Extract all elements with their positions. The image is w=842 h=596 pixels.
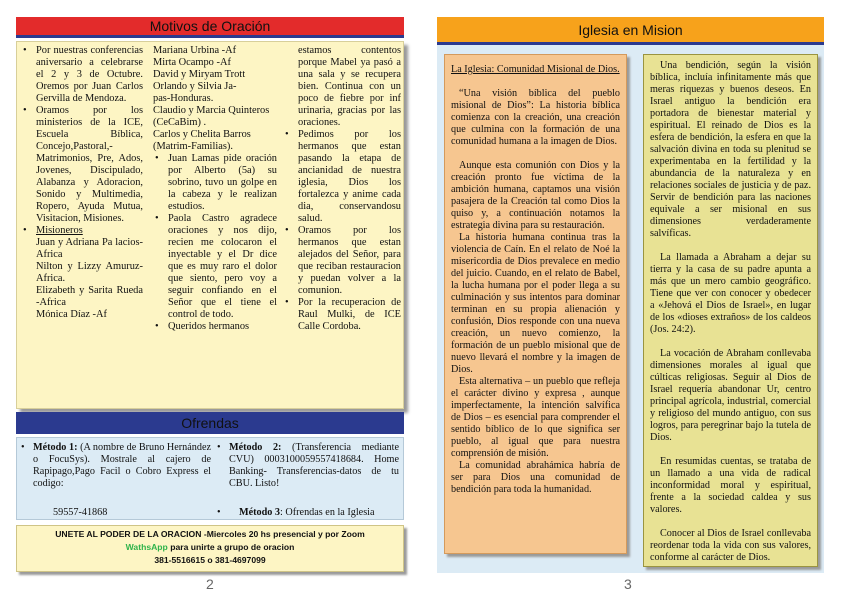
page-number-right: 3: [624, 576, 632, 592]
list-item: • Paola Castro agradece oraciones y nos dijo, recien me colocaron el inyectable y el Dr dice que es muy raro el dolor que siento, pero voy a seguir confiando en el Señor que el tiene el control de todo.: [153, 213, 277, 321]
motivos-title: Motivos de Oración: [149, 18, 271, 34]
article-paragraph: La historia humana continua tras la violencia de Caín. En el relato de Noé la misericordia de Dios prevalece en medio del juicio. Cuando, en el relato de Babel, la lucha humana por el poder llega a su culminación y sus intentos para dominar terminan en su propia alienación y confusión, Dios responde con una nueva creación, un nuevo comienzo, la formación de un pueblo misional que de nuevo llevará el nombre y la imagen de Dios.: [451, 232, 620, 375]
motivos-column-1: [21, 45, 143, 321]
misionero-line: Juan y Adriana Pa lacios- Africa: [36, 237, 143, 260]
article-left-column: [444, 54, 627, 554]
iglesia-title: Iglesia en Mision: [578, 21, 683, 38]
article-paragraph: Conocer al Dios de Israel conllevaba reordenar toda la vida con sus valores, conforme al carácter de Dios.: [650, 528, 811, 563]
motivos-column-3: [283, 45, 401, 333]
list-item: • Por nuestras conferencias aniversario a celebrarse el 2 y 3 de Octubre. Oremos por Juan Carlos Gervilla de Mendoza.: [21, 45, 143, 105]
metodo-3: [217, 507, 375, 519]
ofrendas-header: [16, 412, 404, 434]
unete-line-1: UNETE AL PODER DE LA ORACION -Miercoles 20 hs presencial y por Zoom: [55, 529, 365, 539]
article-paragraph: La llamada a Abraham a dejar su tierra y la casa de su padre apunta a más que un mero cambio geográfico. Tiene que ver con conocer y obedecer a «Jehová el Dios de Israel», en lugar de los «dioses extraños» de los caldeos (Jos. 24:2).: [650, 252, 811, 335]
motivo-text: estamos contentos porque Mabel ya pasó a una sala y se recupera bien. Continua con un poco de fiebre por inf urinaria, gracias por las oraciones.: [298, 45, 401, 128]
list-item: • Por la recuperacion de Raul Mulki, de ICE Calle Cordoba.: [283, 297, 401, 333]
article-right-column: [643, 54, 818, 567]
misionero-line: Claudio y Marcia Quinteros (CeCaBim) .: [153, 105, 270, 128]
list-item: • Queridos hermanos: [153, 321, 277, 333]
ofrendas-title: Ofrendas: [181, 415, 239, 431]
article-paragraph: La vocación de Abraham conllevaba dimensiones morales al igual que cúlticas religiosas. Seguir al Dios de Israel requería abandonar Ur, centro principal agrícola, industrial, comercial y religioso del mundo antiguo, con sus logros, para peregrinar bajo la tutela de Dios.: [650, 348, 811, 443]
motivos-column-2: [153, 45, 277, 333]
metodo-2-text: (Transferencia mediante CVU) 0003100059557418684. Home Banking- Transferencias-datos de tu CBU. Listo!: [229, 442, 399, 489]
metodo-2: [217, 442, 399, 490]
metodo-1-text: (A nombre de Bruno Hernández o FocuSys). Mostrale al cajero de Rapipago,Pago Facil o Cobro Express el codigo:: [33, 442, 212, 489]
misionero-line: Carlos y Chelita Barros (Matrim-Familias).: [153, 129, 251, 152]
article-paragraph: La comunidad abrahámica habría de ser para Dios una comunidad de bendición para toda la humanidad.: [451, 460, 620, 495]
metodo-3-label: Método 3: [239, 507, 281, 518]
misionero-line: David y Miryam Trott: [153, 69, 246, 80]
article-title: La Iglesia: Comunidad Misional de Dios.: [451, 64, 620, 75]
unete-line-2-text: para unirte a grupo de oracion: [167, 542, 295, 552]
article-paragraph: Esta alternativa – un pueblo que refleja el carácter divino y expresa , aunque imperfectamente, la intención salvífica de Dios – es esencial para comprender el sentido bíblico de lo que significa ser pueblo, al igual que para nuestra comprensión de misión.: [451, 376, 620, 459]
misionero-line: Mónica Díaz -Af: [36, 309, 107, 320]
list-item: • Pedimos por los hermanos que estan pasando la etapa de ancianidad de nuestra iglesia, Dios los fortalezca y anime cada dia, conservandosu salud.: [283, 129, 401, 225]
misionero-line: Mirta Ocampo -Af: [153, 57, 231, 68]
ofrendas-box: [16, 437, 404, 520]
iglesia-header: [437, 17, 824, 45]
payment-code: 59557-41868: [53, 507, 108, 518]
article-paragraph: En resumidas cuentas, se trataba de un llamado a una vida de radical inconformidad moral y espiritual, frente a la sociedad caldea y sus valores.: [650, 456, 811, 515]
list-item: • Oramos por los ministerios de la ICE, Escuela Bíblica, Concejo,Pastoral,-Matrimonios, Pre, Ados, Jovenes, Discipulado, Alabanza y Adoracion, Sonido y Multimedia, Ropero, Ayuda Mutua, Visitacion, Misiones.: [21, 105, 143, 225]
misionero-line: Nilton y Lizzy Amuruz-Africa.: [36, 261, 143, 284]
list-item: • Oramos por los hermanos que estan alejados del Señor, para que reciban restauracion y puedan volver a la comunion.: [283, 225, 401, 297]
unete-line-2: [17, 541, 403, 554]
misioneros-heading: Misioneros: [36, 225, 83, 236]
unete-phones: 381-5516615 o 381-4697099: [154, 555, 266, 565]
unete-box: [16, 525, 404, 572]
metodo-1: [21, 442, 211, 490]
article-paragraph: Una bendición, según la visión bíblica, incluía infinitamente más que meras riquezas y buenos deseos. En Israel antiguo la bendición era portadora de bienestar material y espiritual. El reinado de Dios es la esfera de bendición, la esfera en que la salvación divina en toda su plenitud se experimentaba en la fertilidad y la abundancia de la naturaleza y en relaciones sociales de justicia y de paz. Servir de bendición para las naciones equivale a ser misional en sus dimensiones verdaderamente salvíficas.: [650, 60, 811, 239]
list-item: [21, 225, 143, 237]
misionero-line: Orlando y Silvia Ja-: [153, 81, 237, 92]
article-paragraph: “Una visión bíblica del pueblo misional de Dios”: La historia bíblica comienza con la creación, una creación que culmina con la formación de una comunidad humana a la imagen de Dios.: [451, 88, 620, 147]
misionero-line: Elizabeth y Sarita Rueda -Africa: [36, 285, 143, 308]
metodo-3-text: : Ofrendas en la Iglesia: [280, 507, 375, 518]
page-number-left: 2: [206, 576, 214, 592]
whatsapp-label: WathsApp: [125, 542, 168, 552]
misionero-line: Mariana Urbina -Af: [153, 45, 237, 56]
list-item: • Juan Lamas pide oración por Alberto (5a) su sobrino, tuvo un golpe en la cabeza y le realizan estudios.: [153, 153, 277, 213]
motivos-header: [16, 17, 404, 38]
misionero-line: pas-Honduras.: [153, 93, 214, 104]
article-paragraph: Aunque esta comunión con Dios y la creación pronto fue víctima de la ambición humana, captamos una visión pasajera de la Creación tal como Dios la quiso y, a continuación notamos la estrategia divina para su restauración.: [451, 160, 620, 231]
metodo-2-label: Método 2:: [229, 442, 282, 453]
metodo-1-label: Método 1:: [33, 442, 78, 453]
motivos-box: [16, 41, 404, 409]
